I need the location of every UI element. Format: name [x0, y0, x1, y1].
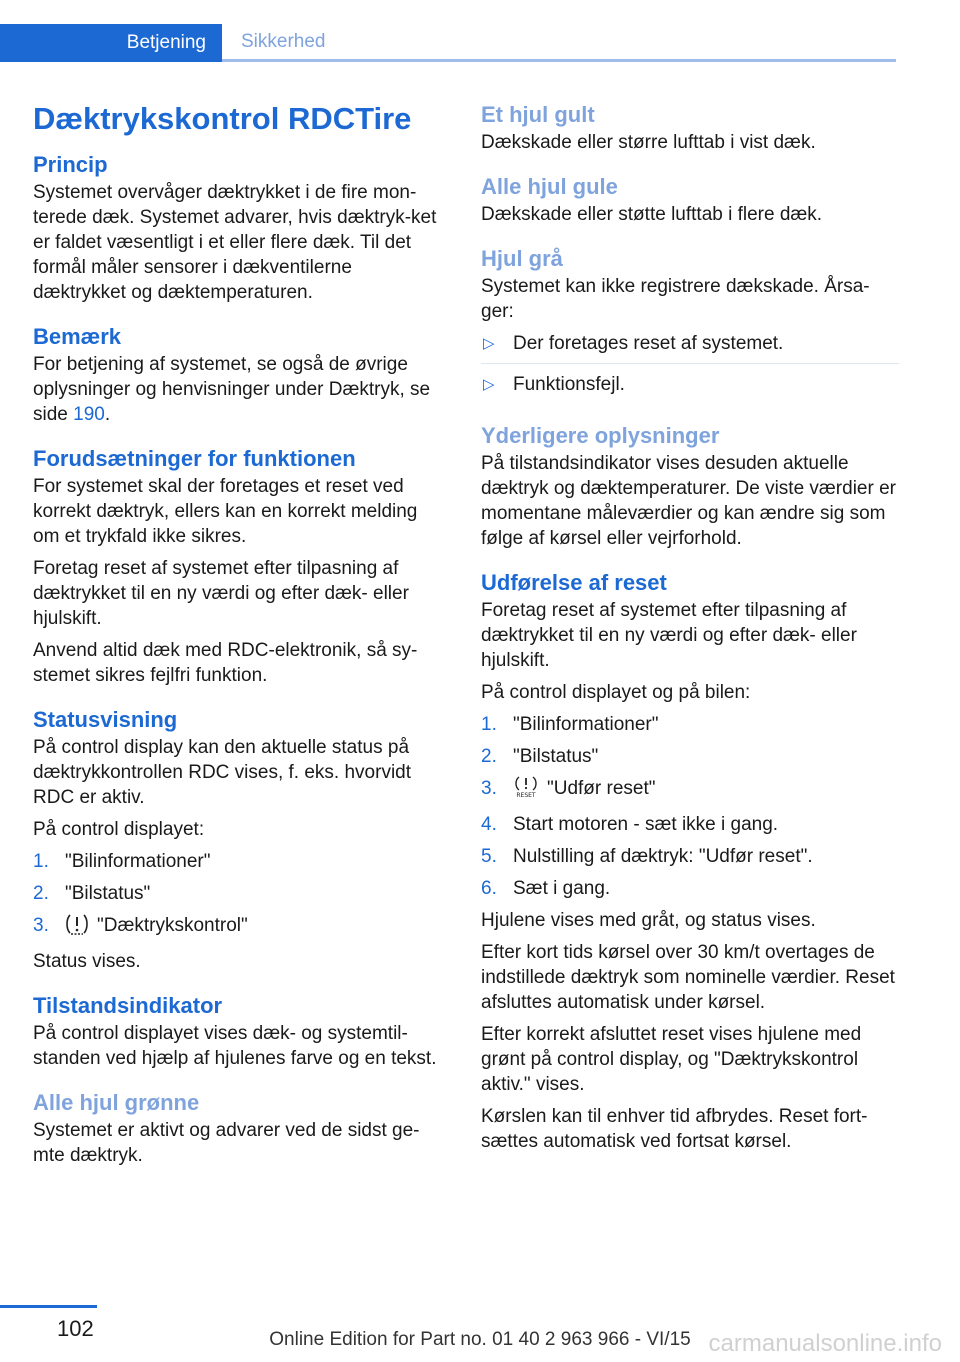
section-statusvisning [33, 705, 443, 974]
page-number-rule [0, 1305, 97, 1308]
reset-p1: Foretag reset af systemet efter tilpasning af dæktrykket til en ny værdi og efter dæk- eller hjulskift. [481, 600, 857, 671]
tab-betjening[interactable]: Betjening [0, 24, 222, 62]
list-item [33, 913, 443, 942]
section-groenne [33, 1088, 443, 1168]
forudsaetninger-p3: Anvend altid dæk med RDC-elektronik, så sy-stemet sikres fejlfri funktion. [33, 640, 418, 686]
step-number: 5. [481, 846, 497, 867]
chapter-tabs [0, 0, 960, 64]
cause-text: Funktionsfejl. [513, 374, 625, 395]
heading-gule: Alle hjul gule [481, 174, 618, 199]
bemaerk-text-after: . [104, 404, 111, 425]
page-title: Dæktrykskontrol RDCTire [33, 101, 412, 136]
tire-pressure-reset-icon [513, 776, 539, 805]
forudsaetninger-p1: For systemet skal der foretages et reset ved korrekt dæktryk, ellers kan en korrekt melding om et trykfald ikke sikres. [33, 476, 418, 547]
step-text: "Udfør reset" [547, 778, 656, 799]
statusvisning-p1: På control display kan den aktuelle status på dæktrykkontrollen RDC vises, f. eks. hvorvidt RDC er aktiv. [33, 737, 412, 808]
list-item [481, 812, 899, 837]
step-text: Start motoren - sæt ikke i gang. [513, 814, 779, 835]
graa-text: Systemet kan ikke registrere dækskade. Årsa-ger: [481, 276, 870, 322]
step-number: 1. [33, 851, 49, 872]
step-number: 1. [481, 714, 497, 735]
heading-gult: Et hjul gult [481, 102, 595, 127]
heading-princip: Princip [33, 152, 108, 177]
step-number: 4. [481, 814, 497, 835]
edition-footer: Online Edition for Part no. 01 40 2 963 966 - VI/15 [269, 1329, 691, 1350]
heading-forudsaetninger: Forudsætninger for funktionen [33, 446, 356, 471]
page-number: 102 [57, 1316, 94, 1341]
step-text: Nulstilling af dæktryk: "Udfør reset". [513, 846, 813, 867]
statusvisning-p2: På control displayet: [33, 819, 205, 840]
heading-graa: Hjul grå [481, 246, 563, 271]
list-item [481, 712, 899, 737]
bemaerk-text [33, 352, 443, 427]
yderligere-text: På tilstandsindikator vises desuden aktuelle dæktryk og dæktemperaturer. De viste værdier er momentane måleværdier og kan ændre sig som følge af kørsel eller vejrforhold. [481, 453, 896, 549]
reset-p4: Efter kort tids kørsel over 30 km/t overtages de indstillede dæktryk som nominelle værdier. Reset afsluttes automatisk under kørsel. [481, 942, 895, 1013]
heading-yderligere: Yderligere oplysninger [481, 423, 720, 448]
step-text: Sæt i gang. [513, 878, 611, 899]
list-item [481, 372, 899, 404]
forudsaetninger-p2: Foretag reset af systemet efter tilpasning af dæktrykket til en ny værdi og efter dæk- eller hjulskift. [33, 558, 409, 629]
list-item [481, 331, 899, 364]
list-item [481, 876, 899, 901]
section-graa [481, 244, 899, 404]
tire-pressure-warning-icon [65, 913, 89, 942]
section-reset [481, 568, 899, 1154]
heading-statusvisning: Statusvisning [33, 707, 178, 732]
step-number: 3. [481, 778, 497, 799]
heading-bemaerk: Bemærk [33, 324, 122, 349]
list-item [33, 849, 443, 874]
list-item [481, 776, 899, 805]
heading-groenne: Alle hjul grønne [33, 1090, 200, 1115]
section-bemaerk [33, 322, 443, 427]
section-princip [33, 150, 443, 305]
step-text: "Bilinformationer" [513, 714, 659, 735]
graa-causes [481, 331, 899, 404]
step-text: "Bilinformationer" [65, 851, 211, 872]
groenne-text: Systemet er aktivt og advarer ved de sidst ge-mte dæktryk. [33, 1120, 420, 1166]
heading-tilstand: Tilstandsindikator [33, 993, 223, 1018]
reset-p5: Efter korrekt afsluttet reset vises hjulene med grønt på control display, og "Dæktrykskontrol aktiv." vises. [481, 1024, 862, 1095]
tilstand-text: På control displayet vises dæk- og systemtil-standen ved hjælp af hjulenes farve og en tekst. [33, 1023, 437, 1069]
statusvisning-after: Status vises. [33, 951, 141, 972]
list-item [33, 881, 443, 906]
step-text: "Dæktrykskontrol" [97, 915, 248, 936]
step-number: 6. [481, 878, 497, 899]
section-gule [481, 172, 899, 227]
reset-p6: Kørslen kan til enhver tid afbrydes. Reset fort-sættes automatisk ved fortsat kørsel. [481, 1106, 868, 1152]
tab-sikkerhed[interactable]: Sikkerhed [222, 24, 896, 62]
reset-icon-label: RESET [516, 792, 536, 798]
statusvisning-steps [33, 849, 443, 942]
triangle-bullet-icon: ▷ [483, 335, 495, 352]
right-column [481, 100, 899, 1171]
list-item [481, 744, 899, 769]
gult-text: Dækskade eller større lufttab i vist dæk. [481, 132, 816, 153]
bemaerk-text-before: For betjening af systemet, se også de øvrige oplysninger og henvisninger under Dæktryk, se side [33, 354, 431, 425]
reset-p2: På control displayet og på bilen: [481, 682, 751, 703]
step-number: 2. [481, 746, 497, 767]
princip-text: Systemet overvåger dæktrykket i de fire mon-terede dæk. Systemet advarer, hvis dæktryk-ket er faldet væsentligt i et eller flere dæk. Til det formål måler sensorer i dækventilerne dæktrykket og dæktemperaturen. [33, 182, 437, 303]
step-number: 2. [33, 883, 49, 904]
reset-p3: Hjulene vises med gråt, og status vises. [481, 910, 816, 931]
section-yderligere [481, 421, 899, 551]
triangle-bullet-icon: ▷ [483, 376, 495, 393]
page-link-190[interactable]: 190 [73, 404, 105, 425]
reset-steps [481, 712, 899, 901]
step-text: "Bilstatus" [513, 746, 599, 767]
section-gult [481, 100, 899, 155]
list-item [481, 844, 899, 869]
step-number: 3. [33, 915, 49, 936]
left-column [33, 98, 443, 1185]
section-forudsaetninger [33, 444, 443, 688]
gule-text: Dækskade eller støtte lufttab i flere dæk. [481, 204, 823, 225]
site-watermark: carmanualsonline.info [708, 1330, 942, 1357]
cause-text: Der foretages reset af systemet. [513, 333, 784, 354]
heading-reset: Udførelse af reset [481, 570, 667, 595]
step-text: "Bilstatus" [65, 883, 151, 904]
section-tilstand [33, 991, 443, 1071]
